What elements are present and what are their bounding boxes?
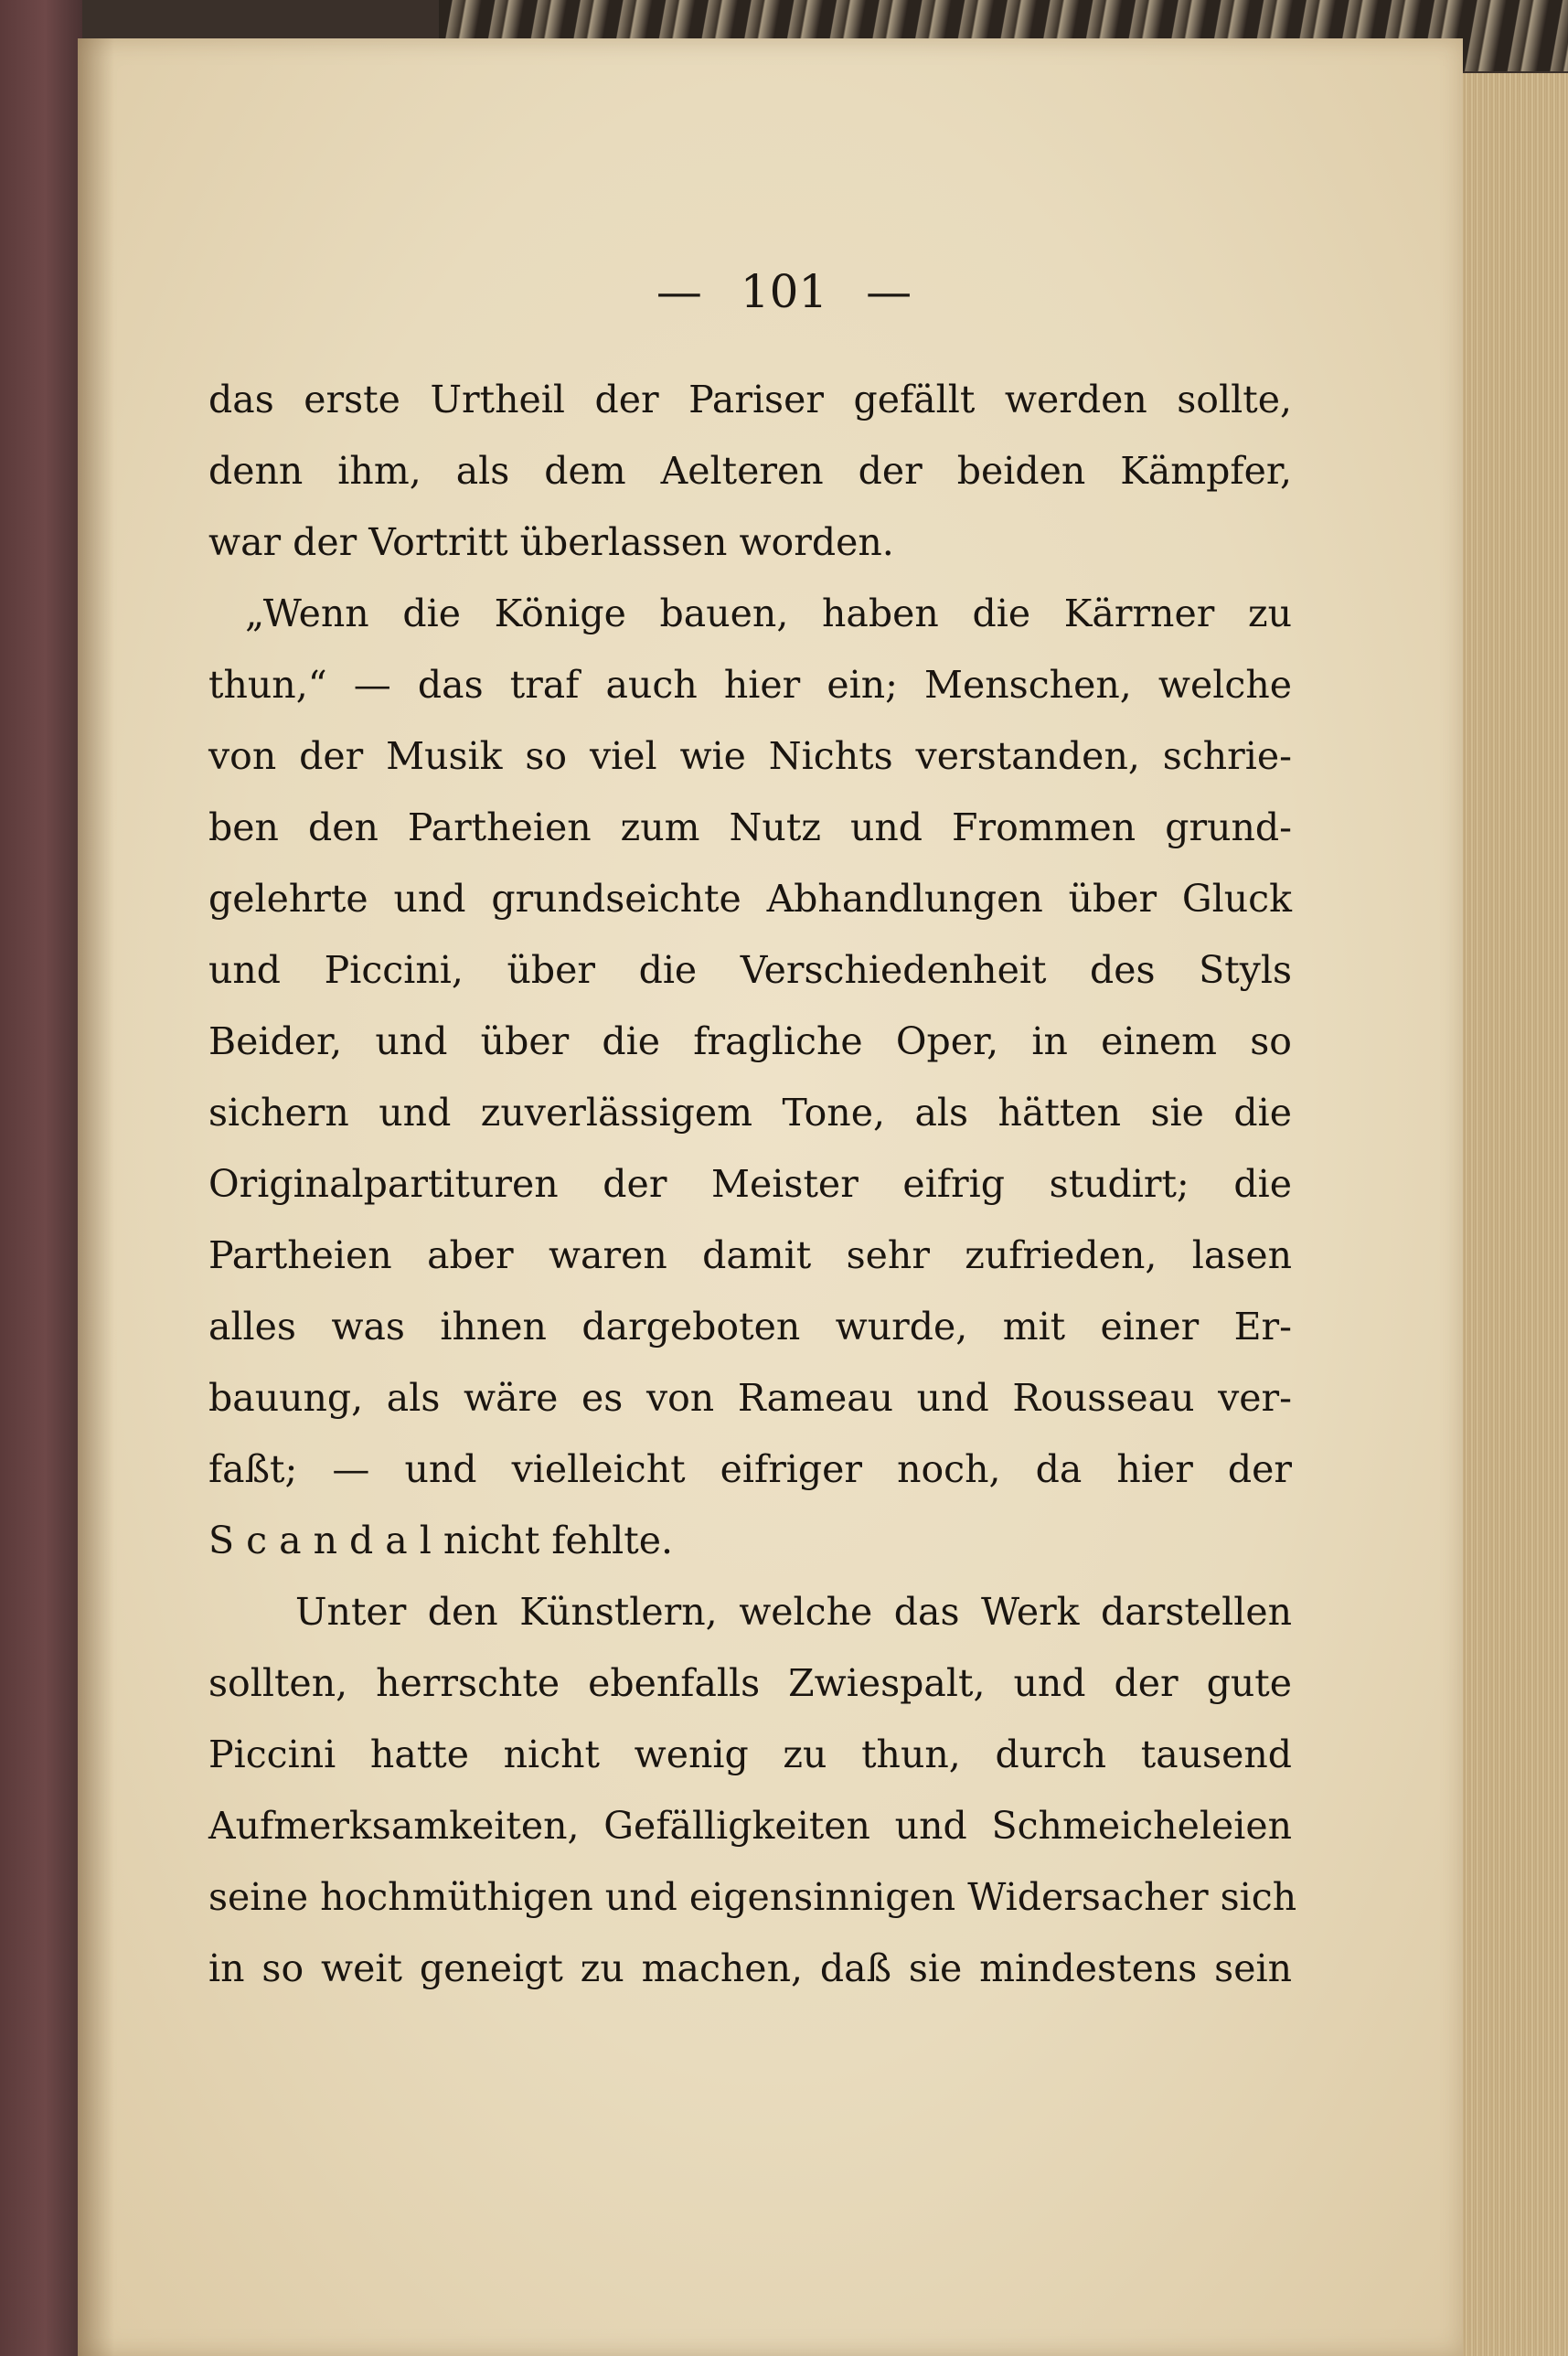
text-line: Originalpartituren der Meister eifrig studirt; die bbox=[208, 1162, 1292, 1206]
text-line: thun,“ — das traf auch hier ein; Menschen, welche bbox=[208, 663, 1292, 707]
page-edges bbox=[1463, 73, 1568, 2356]
text-line: war der Vortritt überlassen worden. bbox=[208, 520, 894, 564]
header-dash-left: — bbox=[656, 265, 702, 318]
text-line: sichern und zuverlässigem Tone, als hätten sie die bbox=[208, 1091, 1292, 1135]
text-line: Piccini hatte nicht wenig zu thun, durch tausend bbox=[208, 1732, 1292, 1776]
text-line: von der Musik so viel wie Nichts verstanden, schrie- bbox=[208, 734, 1292, 778]
gutter-shadow bbox=[78, 38, 114, 2356]
text-line: alles was ihnen dargeboten wurde, mit einer Er- bbox=[208, 1305, 1292, 1349]
text-line: das erste Urtheil der Pariser gefällt werden sollte, bbox=[208, 378, 1292, 421]
text-line: faßt; — und vielleicht eifriger noch, da hier der bbox=[208, 1447, 1292, 1491]
page-number: 101 bbox=[740, 265, 828, 318]
text-line: S c a n d a l nicht fehlte. bbox=[208, 1519, 674, 1562]
text-line: seine hochmüthigen und eigensinnigen Widersacher sich bbox=[208, 1875, 1297, 1919]
text-line: und Piccini, über die Verschiedenheit des Styls bbox=[208, 948, 1292, 992]
running-header bbox=[0, 265, 1568, 318]
text-line: ben den Partheien zum Nutz und Frommen grund- bbox=[208, 805, 1292, 849]
text-line: Beider, und über die fragliche Oper, in einem so bbox=[208, 1019, 1292, 1063]
text-line: Partheien aber waren damit sehr zufrieden, lasen bbox=[208, 1233, 1292, 1277]
text-line: in so weit geneigt zu machen, daß sie mindestens sein bbox=[208, 1946, 1292, 1990]
text-line: sollten, herrschte ebenfalls Zwiespalt, und der gute bbox=[208, 1661, 1292, 1705]
text-line: Unter den Künstlern, welche das Werk darstellen bbox=[295, 1590, 1292, 1634]
text-line: bauung, als wäre es von Rameau und Rousseau ver- bbox=[208, 1376, 1292, 1420]
text-line: Aufmerksamkeiten, Gefälligkeiten und Schmeicheleien bbox=[208, 1804, 1292, 1848]
body-text bbox=[208, 364, 1297, 2004]
text-line: denn ihm, als dem Aelteren der beiden Kämpfer, bbox=[208, 449, 1292, 493]
header-dash-right: — bbox=[866, 265, 912, 318]
book-cover-left bbox=[0, 0, 82, 2356]
text-line: „Wenn die Könige bauen, haben die Kärrner zu bbox=[245, 592, 1292, 635]
text-line: gelehrte und grundseichte Abhandlungen über Gluck bbox=[208, 877, 1292, 921]
